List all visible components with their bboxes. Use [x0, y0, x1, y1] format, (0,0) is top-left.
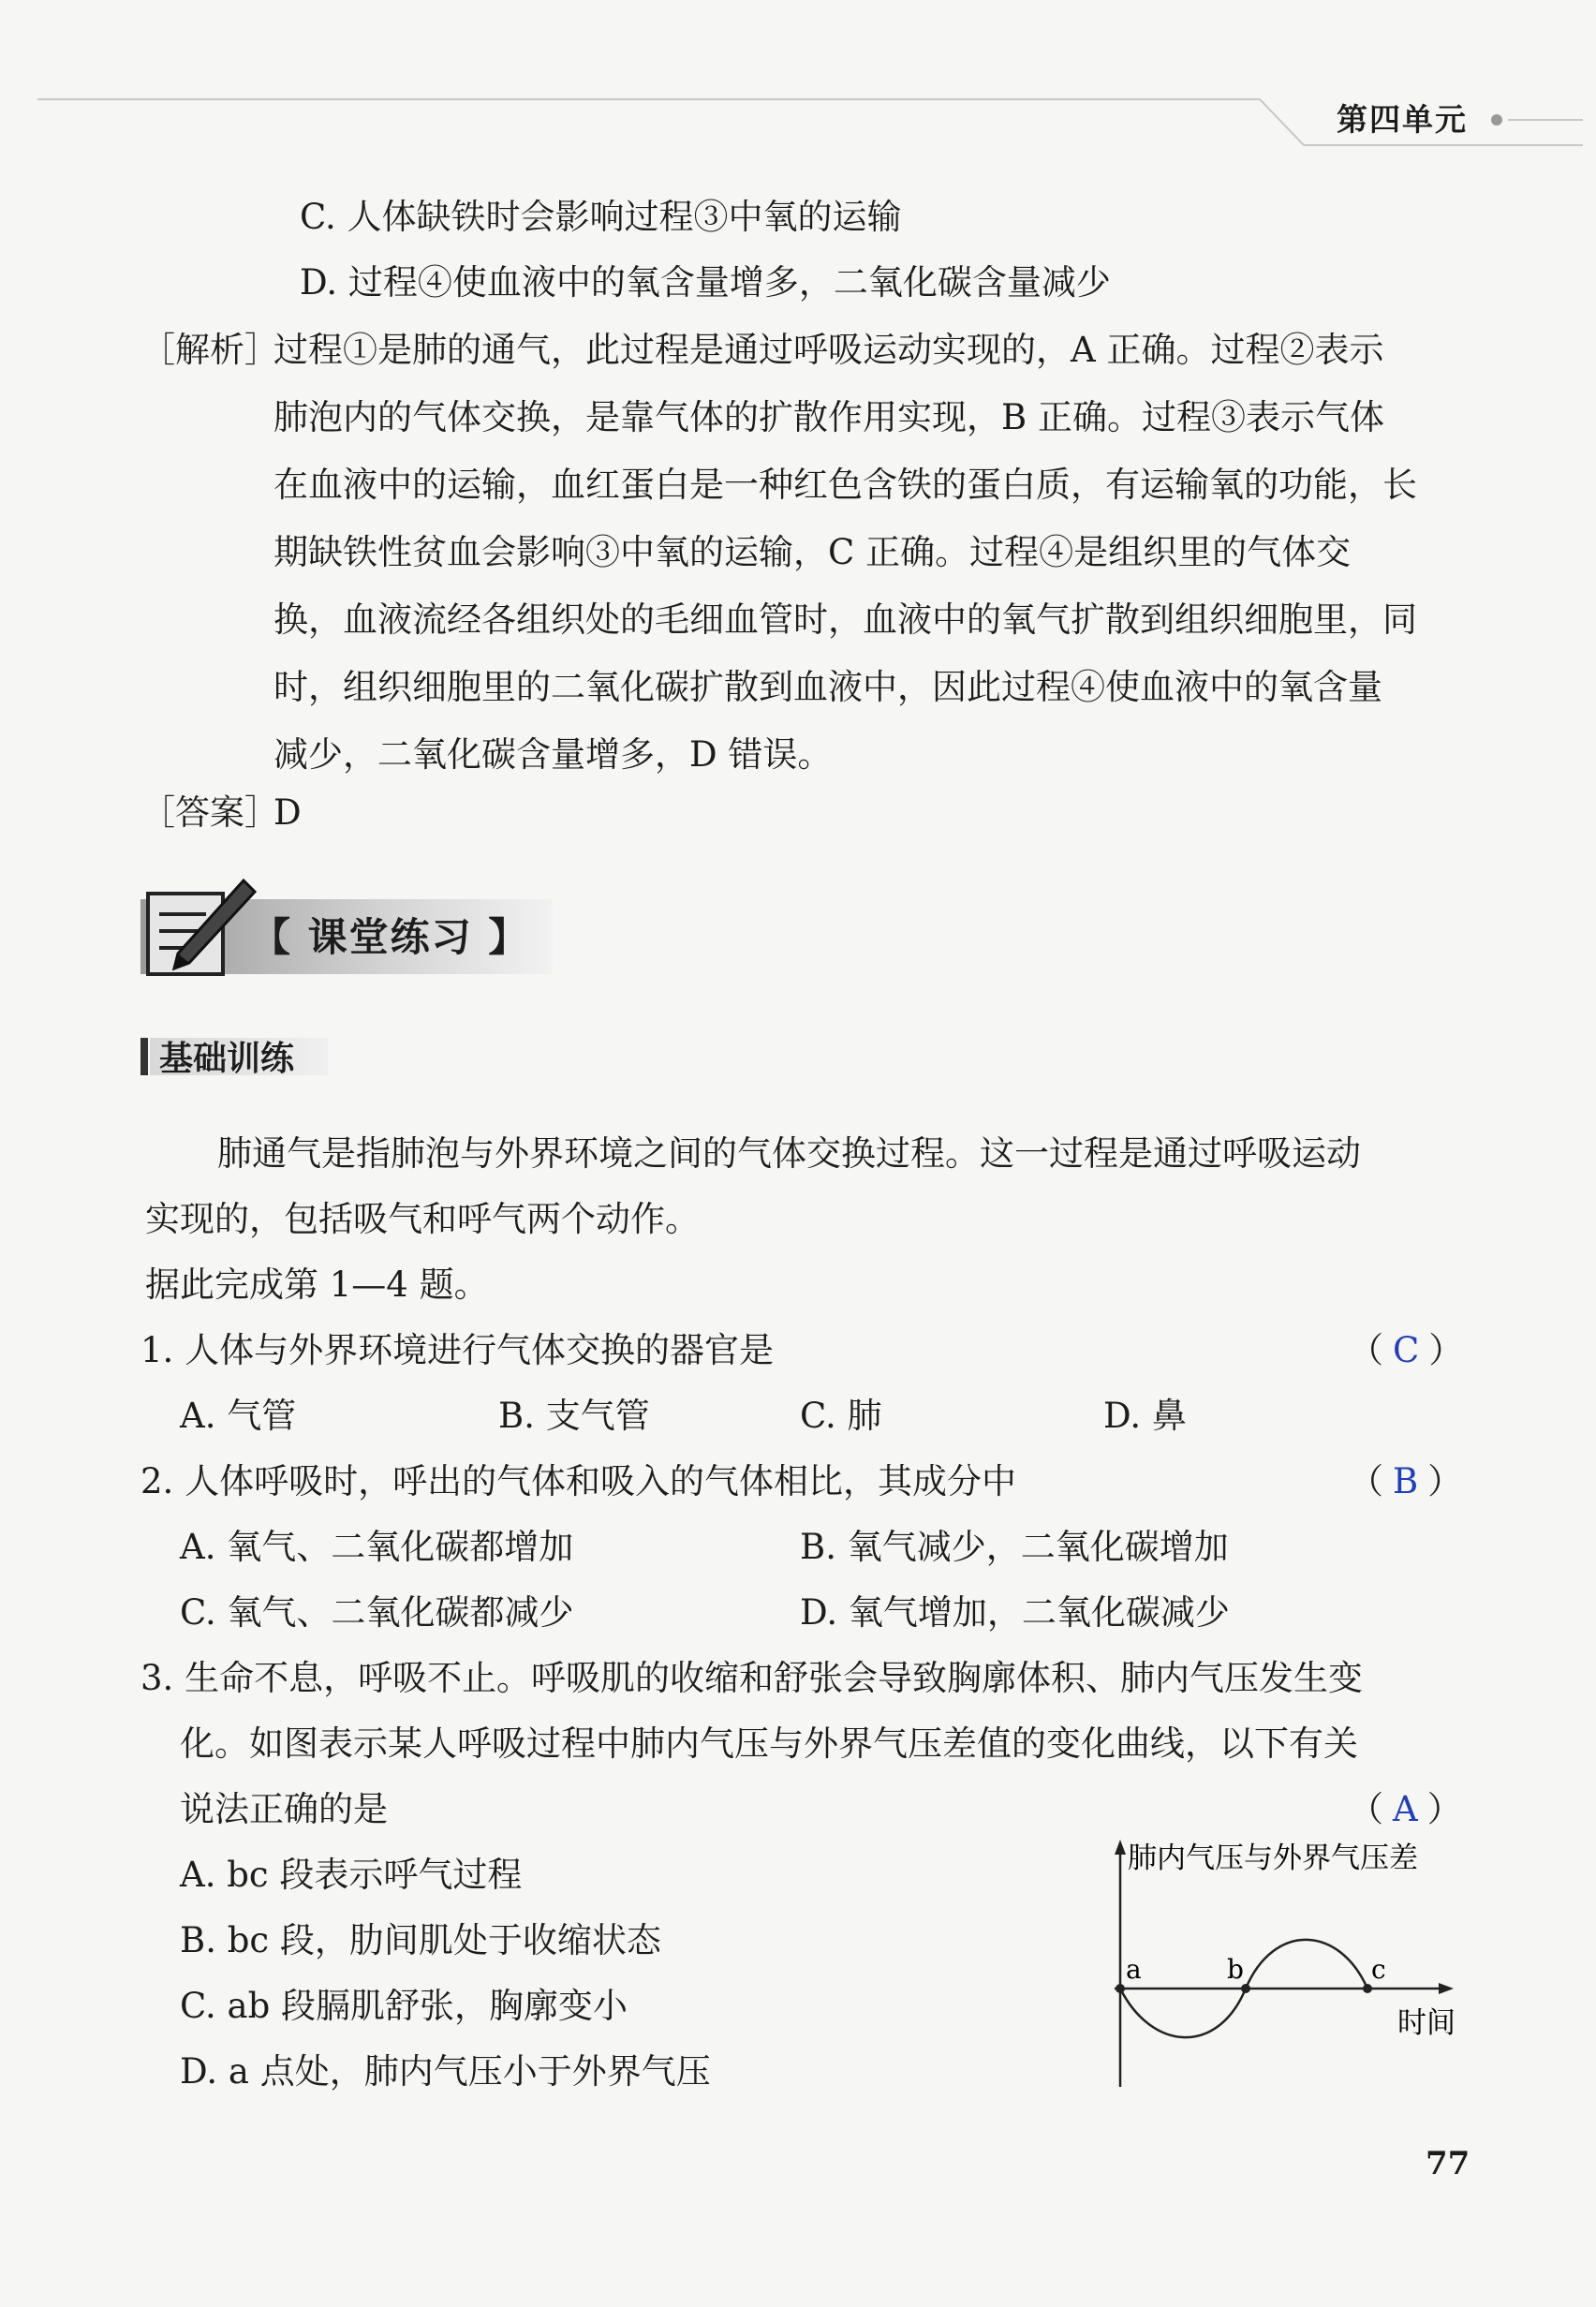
question-3-stem-line: 化。如图表示某人呼吸过程中肺内气压与外界气压差值的变化曲线，以下有关: [180, 1723, 1358, 1764]
page-number: 77: [1426, 2145, 1470, 2182]
point-b-label: b: [1227, 1954, 1244, 1985]
question-3-answer-box: （ A ）: [1349, 1789, 1462, 1829]
question-1-answer: C: [1393, 1330, 1420, 1370]
intro-line-3: 据此完成第 1—4 题。: [145, 1264, 489, 1305]
question-1-option-a: A. 气管: [180, 1396, 297, 1436]
point-a-marker: [1116, 1984, 1125, 1993]
question-2-option-d: D. 氧气增加，二氧化碳减少: [800, 1592, 1230, 1633]
question-3-answer: A: [1393, 1789, 1418, 1829]
analysis-line: 减少，二氧化碳含量增多，D 错误。: [273, 734, 833, 775]
point-a-label: a: [1126, 1954, 1142, 1985]
analysis-line: 期缺铁性贫血会影响③中氧的运输，C 正确。过程④是组织里的气体交: [273, 532, 1352, 572]
question-1-option-d: D. 鼻: [1103, 1396, 1187, 1436]
question-1-option-c: C. 肺: [800, 1396, 882, 1436]
question-3-option-c: C. ab 段膈肌舒张，胸廓变小: [180, 1986, 628, 2026]
intro-line-1: 肺通气是指肺泡与外界环境之间的气体交换过程。这一过程是通过呼吸运动: [217, 1133, 1361, 1174]
question-3-stem-line: 3. 生命不息，呼吸不止。呼吸肌的收缩和舒张会导致胸廓体积、肺内气压发生变: [140, 1658, 1364, 1698]
pressure-curve-figure: [1086, 1836, 1480, 2098]
question-1-stem: 1. 人体与外界环境进行气体交换的器官是: [140, 1330, 775, 1370]
analysis-label: ［解析］: [140, 330, 279, 370]
question-2-option-a: A. 氧气、二氧化碳都增加: [180, 1527, 574, 1567]
analysis-line: 时，组织细胞里的二氧化碳扩散到血液中，因此过程④使血液中的氧含量: [273, 667, 1382, 707]
point-c-label: c: [1371, 1954, 1386, 1985]
subsection-title: 基础训练: [159, 1040, 295, 1078]
unit-title: 第四单元: [1337, 101, 1468, 138]
question-3-option-a: A. bc 段表示呼气过程: [180, 1855, 523, 1895]
analysis-line: 肺泡内的气体交换，是靠气体的扩散作用实现，B 正确。过程③表示气体: [273, 397, 1384, 437]
subsection-marker: [140, 1038, 148, 1075]
x-axis-arrow-icon: [1439, 1983, 1454, 1994]
figure-y-label: 肺内气压与外界气压差: [1128, 1841, 1418, 1875]
question-1-answer-box: （ C ）: [1349, 1330, 1464, 1370]
question-1-option-b: B. 支气管: [498, 1396, 650, 1436]
question-2-answer-box: （ B ）: [1349, 1461, 1463, 1501]
question-3-option-b: B. bc 段，肋间肌处于收缩状态: [180, 1920, 661, 1960]
answer-label: ［答案］: [140, 792, 279, 833]
top-option-c: C. 人体缺铁时会影响过程③中氧的运输: [300, 197, 902, 237]
figure-x-label: 时间: [1397, 2006, 1456, 2040]
analysis-line: 换，血液流经各组织处的毛细血管时，血液中的氧气扩散到组织细胞里，同: [273, 599, 1417, 640]
point-b-marker: [1241, 1984, 1250, 1993]
y-axis-arrow-icon: [1115, 1840, 1126, 1855]
question-2-stem: 2. 人体呼吸时，呼出的气体和吸入的气体相比，其成分中: [140, 1461, 1017, 1501]
analysis-line: 在血液中的运输，血红蛋白是一种红色含铁的蛋白质，有运输氧的功能，长: [273, 465, 1417, 505]
analysis-body: [273, 317, 1472, 789]
question-3-option-d: D. a 点处，肺内气压小于外界气压: [180, 2051, 711, 2092]
top-option-d: D. 过程④使血液中的氧含量增多，二氧化碳含量减少: [300, 262, 1111, 303]
question-2-option-b: B. 氧气减少，二氧化碳增加: [800, 1527, 1229, 1567]
answer-value: D: [273, 792, 302, 833]
question-3-stem-line: 说法正确的是: [180, 1789, 388, 1829]
point-c-marker: [1363, 1984, 1372, 1993]
intro-line-2: 实现的，包括吸气和呼气两个动作。: [145, 1199, 700, 1239]
question-2-answer: B: [1393, 1461, 1419, 1501]
question-2-option-c: C. 氧气、二氧化碳都减少: [180, 1592, 574, 1633]
analysis-line: 过程①是肺的通气，此过程是通过呼吸运动实现的，A 正确。过程②表示: [273, 330, 1384, 370]
section-title: 【 课堂练习 】: [251, 914, 530, 960]
